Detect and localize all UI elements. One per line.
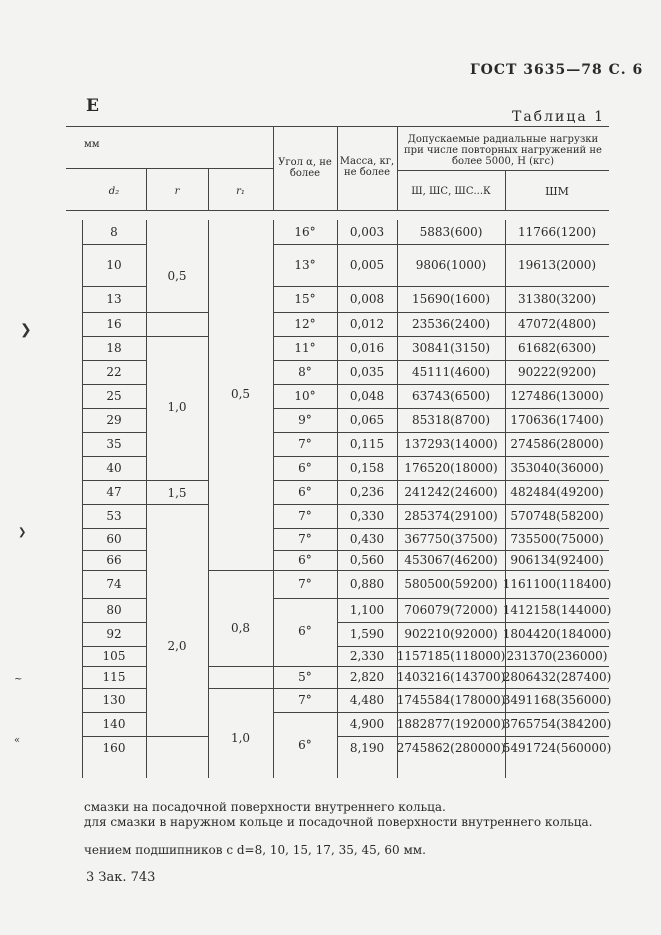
cell-load2: 11766(1200) xyxy=(517,225,597,239)
footnote-2: для смазки в наружном кольце и посадочной поверхности внутреннего кольца. xyxy=(84,815,593,829)
cell-load1: 580500(59200) xyxy=(404,577,498,591)
rule-line xyxy=(82,286,146,287)
rule-line xyxy=(273,126,274,210)
cell-d2: 47 xyxy=(106,485,122,499)
cell-load2: 61682(6300) xyxy=(517,341,597,355)
cell-mass: 0,016 xyxy=(349,341,385,355)
cell-load1: 30841(3150) xyxy=(411,341,491,355)
cell-load1: 367750(37500) xyxy=(404,532,498,546)
cell-angle: 15° xyxy=(294,292,316,306)
cell-angle: 6° xyxy=(298,553,312,567)
cell-angle: 7° xyxy=(298,437,312,451)
rule-line xyxy=(273,688,337,689)
cell-d2: 29 xyxy=(106,413,122,427)
header-r: r xyxy=(174,185,180,197)
rule-line xyxy=(82,736,146,737)
rule-line xyxy=(146,220,147,778)
cell-d2: 74 xyxy=(106,577,122,591)
rule-line xyxy=(337,286,609,287)
cell-r: 2,0 xyxy=(167,639,187,653)
rule-line xyxy=(146,736,208,737)
header-mass: Масса, кг, не более xyxy=(339,156,395,178)
cell-load2: 274586(28000) xyxy=(510,437,604,451)
cell-angle: 9° xyxy=(298,413,312,427)
rule-line xyxy=(337,336,609,337)
cell-angle: 7° xyxy=(298,693,312,707)
rule-line xyxy=(82,688,146,689)
rule-line xyxy=(337,384,609,385)
rule-line xyxy=(397,126,398,210)
cell-load1: 45111(4600) xyxy=(411,365,491,379)
rule-line xyxy=(82,408,146,409)
rule-line xyxy=(82,432,146,433)
cell-d2: 130 xyxy=(102,693,126,707)
rule-line xyxy=(82,646,146,647)
rule-line xyxy=(82,220,83,778)
rule-line xyxy=(82,622,146,623)
cell-load1: 23536(2400) xyxy=(411,317,491,331)
rule-line xyxy=(273,528,337,529)
cell-d2: 53 xyxy=(106,509,122,523)
rule-line xyxy=(82,480,146,481)
cell-d2: 10 xyxy=(106,258,122,272)
rule-line xyxy=(273,432,337,433)
cell-load2: 19613(2000) xyxy=(517,258,597,272)
cell-load1: 1403216(143700) xyxy=(396,670,506,684)
rule-line xyxy=(82,550,146,551)
cell-mass: 2,820 xyxy=(349,670,385,684)
footnote-1: смазки на посадочной поверхности внутреннего кольца. xyxy=(84,800,446,814)
cell-d2: 18 xyxy=(106,341,122,355)
cell-mass: 0,158 xyxy=(349,461,385,475)
header-loads-col1: Ш, ШС, ШС...К xyxy=(411,185,491,197)
header-loads-col2: ШМ xyxy=(545,184,569,198)
cell-load2: 482484(49200) xyxy=(510,485,604,499)
cell-load2: 735500(75000) xyxy=(510,532,604,546)
rule-line xyxy=(273,220,274,778)
cell-mass: 2,330 xyxy=(349,649,385,663)
cell-angle: 16° xyxy=(294,225,316,239)
cell-load2: 5491724(560000) xyxy=(502,741,612,755)
cell-r: 1,0 xyxy=(167,400,187,414)
rule-line xyxy=(273,480,337,481)
rule-line xyxy=(82,360,146,361)
cell-load1: 85318(8700) xyxy=(411,413,491,427)
cell-load1: 706079(72000) xyxy=(404,603,498,617)
cell-angle: 13° xyxy=(294,258,316,272)
table-label: Таблица 1 xyxy=(512,109,606,125)
cell-load1: 15690(1600) xyxy=(411,292,491,306)
header-angle: Угол α, не более xyxy=(278,157,332,179)
rule-line xyxy=(82,570,146,571)
rule-line xyxy=(273,456,337,457)
cell-load2: 127486(13000) xyxy=(510,389,604,403)
rule-line xyxy=(337,570,609,571)
cell-angle: 7° xyxy=(298,509,312,523)
cell-d2: 13 xyxy=(106,292,122,306)
rule-line xyxy=(337,712,609,713)
cell-load2: 170636(17400) xyxy=(510,413,604,427)
cell-mass: 4,900 xyxy=(349,717,385,731)
cell-load2: 2806432(287400) xyxy=(502,670,612,684)
cell-load2: 3491168(356000) xyxy=(502,693,612,707)
margin-mark: « xyxy=(14,735,21,746)
cell-r1: 0,5 xyxy=(230,387,251,401)
cell-d2: 160 xyxy=(102,741,126,755)
cell-load1: 902210(92000) xyxy=(404,627,498,641)
rule-line xyxy=(208,220,209,778)
cell-r: 1,5 xyxy=(167,486,187,500)
cell-angle: 11° xyxy=(294,341,316,355)
cell-d2: 25 xyxy=(106,389,122,403)
header-unit: мм xyxy=(84,138,100,150)
rule-line xyxy=(146,312,208,313)
cell-angle: 8° xyxy=(298,365,312,379)
rule-line xyxy=(337,550,609,551)
cell-mass: 0,115 xyxy=(349,437,385,451)
rule-line xyxy=(66,210,609,211)
cell-d2: 35 xyxy=(106,437,122,451)
rule-line xyxy=(337,646,609,647)
cell-r: 0,5 xyxy=(167,269,187,283)
rule-line xyxy=(273,408,337,409)
cell-angle: 6° xyxy=(298,485,312,499)
cell-d2: 115 xyxy=(102,670,126,684)
cell-mass: 0,065 xyxy=(349,413,385,427)
cell-load2: 47072(4800) xyxy=(517,317,597,331)
rule-line xyxy=(208,688,273,689)
rule-line xyxy=(146,480,208,481)
rule-line xyxy=(273,312,337,313)
rule-line xyxy=(337,598,609,599)
cell-mass: 0,048 xyxy=(349,389,385,403)
cell-load2: 3765754(384200) xyxy=(502,717,612,731)
rule-line xyxy=(337,312,609,313)
header-r1: r₁ xyxy=(236,185,245,197)
rule-line xyxy=(82,384,146,385)
cell-r1: 0,8 xyxy=(230,621,251,635)
rule-line xyxy=(82,244,146,245)
cell-d2: 140 xyxy=(102,717,126,731)
cell-mass: 1,100 xyxy=(349,603,385,617)
margin-mark: ❯ xyxy=(20,322,32,338)
rule-line xyxy=(273,666,337,667)
rule-line xyxy=(337,456,609,457)
cell-mass: 0,005 xyxy=(349,258,385,272)
cell-angle: 6° xyxy=(298,738,312,752)
cell-load1: 63743(6500) xyxy=(411,389,491,403)
rule-line xyxy=(146,504,208,505)
rule-line xyxy=(397,220,398,778)
cell-load1: 1745584(178000) xyxy=(396,693,506,707)
rule-line xyxy=(82,456,146,457)
rule-line xyxy=(208,168,209,210)
cell-mass: 0,035 xyxy=(349,365,385,379)
cell-load1: 5883(600) xyxy=(419,225,483,239)
rule-line xyxy=(82,336,146,337)
header-d2: d₂ xyxy=(108,185,120,197)
rule-line xyxy=(337,126,338,210)
rule-line xyxy=(505,170,506,210)
rule-line xyxy=(273,244,337,245)
rule-line xyxy=(82,528,146,529)
section-letter: Е xyxy=(86,96,99,116)
rule-line xyxy=(208,570,273,571)
cell-angle: 5° xyxy=(298,670,312,684)
cell-r1: 1,0 xyxy=(230,731,251,745)
cell-mass: 0,236 xyxy=(349,485,385,499)
cell-mass: 0,560 xyxy=(349,553,385,567)
rule-line xyxy=(82,598,146,599)
rule-line xyxy=(82,312,146,313)
rule-line xyxy=(337,432,609,433)
rule-line xyxy=(273,598,337,599)
cell-load1: 453067(46200) xyxy=(404,553,498,567)
rule-line xyxy=(273,286,337,287)
cell-d2: 8 xyxy=(110,225,118,239)
rule-line xyxy=(273,504,337,505)
rule-line xyxy=(82,666,146,667)
rule-line xyxy=(337,666,609,667)
rule-line xyxy=(273,712,337,713)
cell-load1: 1882877(192000) xyxy=(396,717,506,731)
cell-mass: 0,003 xyxy=(349,225,385,239)
cell-d2: 22 xyxy=(106,365,122,379)
cell-mass: 0,430 xyxy=(349,532,385,546)
cell-d2: 105 xyxy=(102,649,126,663)
cell-d2: 16 xyxy=(106,317,122,331)
rule-line xyxy=(273,336,337,337)
cell-d2: 80 xyxy=(106,603,122,617)
rule-line xyxy=(273,384,337,385)
cell-mass: 0,012 xyxy=(349,317,385,331)
cell-load1: 241242(24600) xyxy=(404,485,498,499)
rule-line xyxy=(66,168,273,169)
cell-mass: 0,008 xyxy=(349,292,385,306)
header-loads: Допускаемые радиальные нагрузки при числе повторных нагружений не более 5000, Н (кгс) xyxy=(404,133,602,167)
cell-d2: 92 xyxy=(106,627,122,641)
rule-line xyxy=(337,360,609,361)
cell-angle: 10° xyxy=(294,389,316,403)
cell-angle: 6° xyxy=(298,624,312,638)
rule-line xyxy=(397,170,609,171)
rule-line xyxy=(337,220,338,778)
cell-angle: 6° xyxy=(298,461,312,475)
rule-line xyxy=(146,336,208,337)
rule-line xyxy=(337,408,609,409)
page-header: ГОСТ 3635—78 С. 6 xyxy=(470,62,644,78)
cell-load2: 1412158(144000) xyxy=(502,603,612,617)
cell-mass: 0,880 xyxy=(349,577,385,591)
cell-load2: 90222(9200) xyxy=(517,365,597,379)
cell-angle: 7° xyxy=(298,577,312,591)
rule-line xyxy=(82,504,146,505)
cell-load2: 906134(92400) xyxy=(510,553,604,567)
cell-load1: 176520(18000) xyxy=(404,461,498,475)
cell-load2: 570748(58200) xyxy=(510,509,604,523)
rule-line xyxy=(337,528,609,529)
margin-mark: ~ xyxy=(14,674,23,685)
cell-d2: 66 xyxy=(106,553,122,567)
order-number: 3 Зак. 743 xyxy=(86,870,156,885)
rule-line xyxy=(82,712,146,713)
cell-mass: 1,590 xyxy=(349,627,385,641)
rule-line xyxy=(337,622,609,623)
rule-line xyxy=(273,550,337,551)
rule-line xyxy=(337,688,609,689)
cell-load2: 1161100(118400) xyxy=(502,577,612,591)
rule-line xyxy=(146,168,147,210)
rule-line xyxy=(208,666,273,667)
cell-load1: 9806(1000) xyxy=(415,258,487,272)
rule-line xyxy=(337,244,609,245)
cell-load2: 353040(36000) xyxy=(510,461,604,475)
margin-mark: ❯ xyxy=(18,527,27,538)
cell-mass: 0,330 xyxy=(349,509,385,523)
cell-load2: 231370(236000) xyxy=(506,649,608,663)
cell-angle: 7° xyxy=(298,532,312,546)
rule-line xyxy=(273,570,337,571)
cell-d2: 40 xyxy=(106,461,122,475)
cell-mass: 8,190 xyxy=(349,741,385,755)
cell-load1: 285374(29100) xyxy=(404,509,498,523)
cell-load2: 1804420(184000) xyxy=(502,627,612,641)
rule-line xyxy=(273,360,337,361)
cell-angle: 12° xyxy=(294,317,316,331)
cell-mass: 4,480 xyxy=(349,693,385,707)
rule-line xyxy=(505,220,506,778)
cell-load1: 1157185(118000) xyxy=(396,649,506,663)
cell-load2: 31380(3200) xyxy=(517,292,597,306)
cell-d2: 60 xyxy=(106,532,122,546)
rule-line xyxy=(337,736,609,737)
footnote-3: чением подшипников с d=8, 10, 15, 17, 35, 45, 60 мм. xyxy=(84,843,426,857)
cell-load1: 137293(14000) xyxy=(404,437,498,451)
cell-load1: 2745862(280000) xyxy=(396,741,506,755)
rule-line xyxy=(337,504,609,505)
rule-line xyxy=(337,480,609,481)
